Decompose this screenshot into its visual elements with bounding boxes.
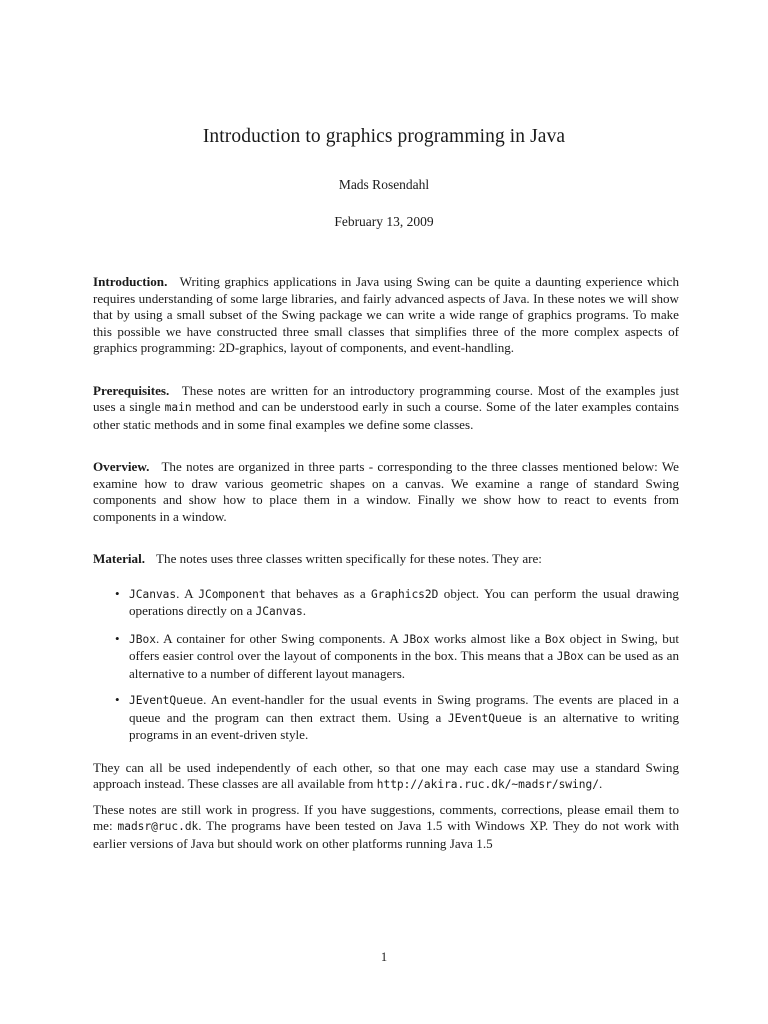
material-heading: Material. xyxy=(93,551,145,566)
progress-text-1: These notes are still work in progress. If you have suggestions, comments, corrections, please email them to me: xyxy=(93,801,679,833)
paper-body xyxy=(93,274,679,860)
paper-date: February 13, 2009 xyxy=(334,214,434,229)
overview-heading: Overview. xyxy=(93,459,150,474)
prerequisites-heading: Prerequisites. xyxy=(93,382,170,398)
progress-paragraph xyxy=(93,802,679,853)
overview-paragraph xyxy=(93,459,679,525)
availability-text: They can all be used independently of each other, so that one may each case may use a standard Swing approach instead. These classes are all available from xyxy=(93,759,679,791)
list-item-text: . An event-handler for the usual events in Swing programs. The events are placed in a queue and the program can then extract them. Using a xyxy=(129,692,679,725)
material-list xyxy=(93,586,679,744)
introduction-text: Writing graphics applications in Java using Swing can be quite a daunting experience which requires understanding of some large libraries, and fairly advanced aspects of Java. In these notes we will show that by using a small subset of the Swing package we can write a wide range of graphics programs. To make this possible we have constructed three small classes that simplifies three of the more complex aspects of graphics programming: 2D-graphics, layout of components, and event-handling. xyxy=(93,274,680,355)
code-term: JCanvas xyxy=(255,605,303,618)
progress-text-2: . The programs have been tested on Java 1.5 with Windows XP. They do not work with earlier versions of Java but should work on other platforms running Java 1.5 xyxy=(93,818,679,851)
bullet-icon: • xyxy=(115,585,120,601)
bullet-icon: • xyxy=(115,692,120,707)
paper-title: Introduction to graphics programming in Java xyxy=(202,126,566,147)
list-item xyxy=(93,692,679,744)
bullet-icon: • xyxy=(115,630,120,646)
list-item-text: object in Swing, but offers easier control over the layout of components in the box. This means that a xyxy=(129,630,680,663)
list-item-text: that behaves as a xyxy=(265,585,372,601)
availability-end: . xyxy=(599,776,603,791)
code-term: JBox xyxy=(402,632,430,646)
code-term: Box xyxy=(544,632,566,646)
list-item-text: . xyxy=(302,603,306,618)
prerequisites-code-main: main xyxy=(164,401,192,414)
list-item-text: . A container for other Swing components. A xyxy=(155,630,403,646)
list-item xyxy=(93,631,679,683)
availability-url[interactable]: http://akira.ruc.dk/~madsr/swing/ xyxy=(376,778,599,791)
material-paragraph xyxy=(93,551,679,568)
class-name-jcanvas: JCanvas xyxy=(129,587,177,601)
page-number: 1 xyxy=(380,950,388,964)
prerequisites-text-2: method and can be understood early in such a course. Some of the later examples contains other static methods and in some final examples we define some classes. xyxy=(93,399,680,432)
list-item-text: . A xyxy=(176,585,199,601)
prerequisites-text-1: These notes are written for an introductory programming course. Most of the examples just uses a single xyxy=(93,382,679,414)
code-term: JComponent xyxy=(198,587,266,601)
introduction-heading: Introduction. xyxy=(93,274,168,289)
list-item xyxy=(93,586,679,621)
list-item-text: is an alternative to writing programs in an event-driven style. xyxy=(129,709,679,742)
list-item-text: object. You can perform the usual drawing operations directly on a xyxy=(129,585,679,618)
material-text: The notes uses three classes written specifically for these notes. They are: xyxy=(156,551,542,566)
list-item-text: works almost like a xyxy=(429,630,545,646)
class-name-jbox: JBox xyxy=(129,632,156,646)
paper-author: Mads Rosendahl xyxy=(338,177,430,192)
author-email[interactable]: madsr@ruc.dk xyxy=(117,820,199,833)
code-term: JEventQueue xyxy=(447,711,522,725)
code-term: JBox xyxy=(556,650,584,663)
class-name-jeventqueue: JEventQueue xyxy=(129,694,204,707)
list-item-text: can be used as an alternative to a number of different layout managers. xyxy=(129,648,679,681)
prerequisites-paragraph xyxy=(93,383,679,434)
code-term: Graphics2D xyxy=(371,587,439,601)
overview-text: The notes are organized in three parts - corresponding to the three classes mentioned below: We examine how to draw various geometric shapes on a canvas. We examine a range of standard Swing components and show how to place them in a window. Finally we show how to react to events from components in a window. xyxy=(93,459,679,524)
introduction-paragraph xyxy=(93,274,679,357)
availability-paragraph xyxy=(93,760,679,794)
